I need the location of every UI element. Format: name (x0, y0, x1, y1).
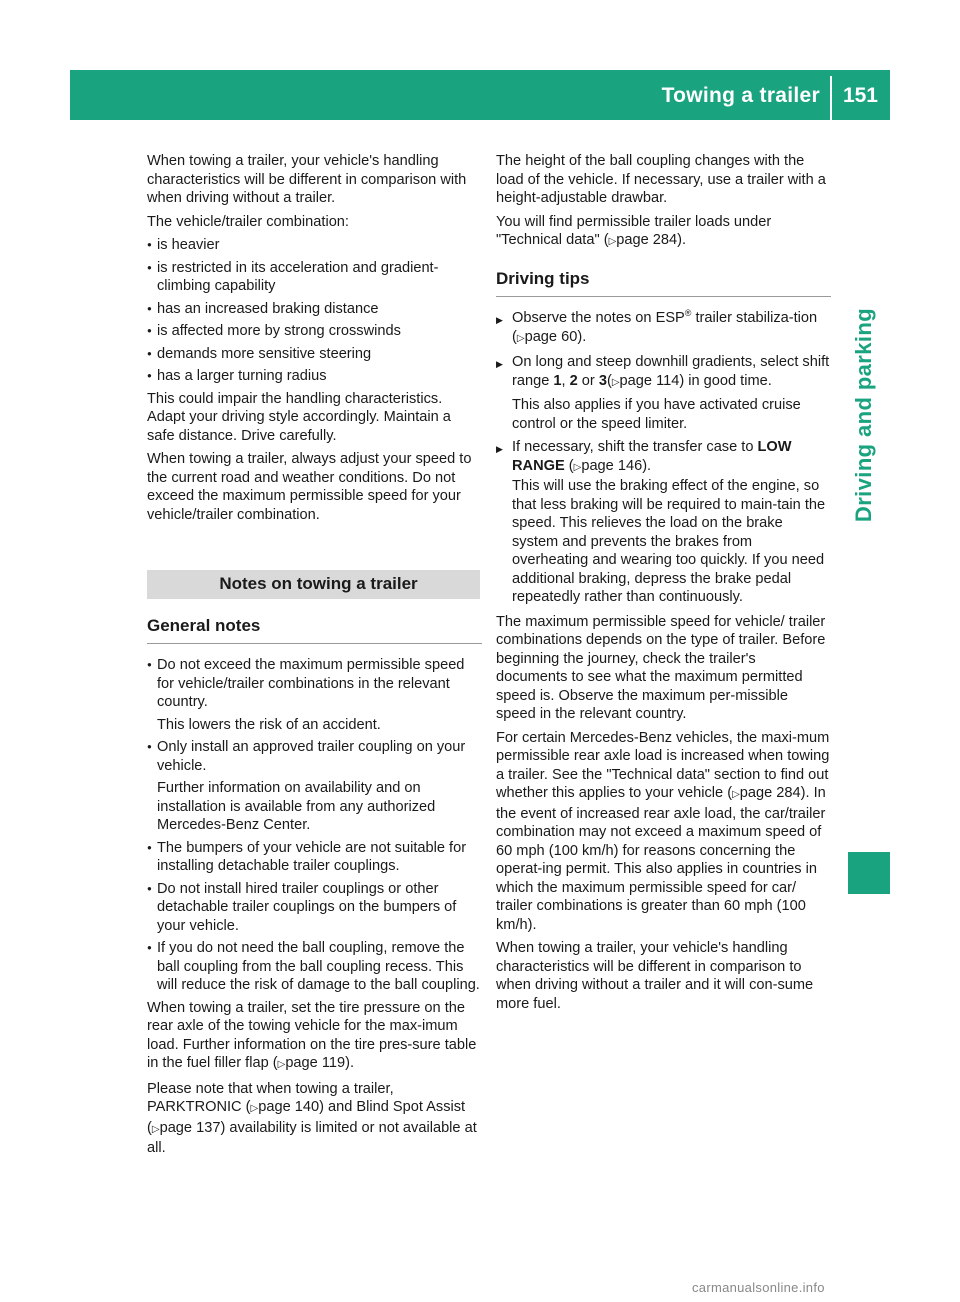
general-notes-heading: General notes (147, 617, 482, 645)
list-item: ● Do not install hired trailer couplings or other detachable trailer couplings on the bumpers of your vehicle. (147, 880, 482, 936)
page-ref-arrow-icon: ▷ (573, 461, 582, 473)
combo-label: The vehicle/trailer combination: (147, 213, 349, 230)
max-speed-paragraph: The maximum permissible speed for vehicle/ trailer combinations depends on the type of trailer. Before beginning the journey, check the trailer's documents to see what the maximum permitted speed is. Observe the maximum per-missible speed in the relevant country. (496, 613, 826, 722)
driving-tips-list (496, 309, 831, 607)
page-ref-link[interactable]: page 114) in good time. (619, 372, 772, 389)
page-ref-link[interactable]: page 146). (581, 457, 652, 474)
page-ref-arrow-icon: ▷ (277, 1059, 286, 1070)
parktronic-paragraph: Please note that when towing a trailer, PARKTRONIC (▷page 140) and Blind Spot Assist (▷page 137) availability is limited or not available at all. (147, 1080, 477, 1156)
right-column (496, 152, 831, 1018)
rear-axle-paragraph: For certain Mercedes-Benz vehicles, the maxi-mum permissible rear axle load is increased when towing a trailer. See the "Technical data" section to find out whether this applies to your vehicle (▷page 284). In the event of increased rear axle load, the car/trailer combination may not exceed a maximum speed of 60 mph (100 km/h) for reasons concerning the operat-ing permit. This also applies in countries in which the maximum permissible speed for car/ trailer combinations is greater than 60 mph (100 km/h). (496, 729, 830, 933)
list-item: ● is affected more by strong crosswinds (147, 322, 482, 341)
section-title: Towing a trailer (661, 84, 820, 107)
step-item: ▶ Observe the notes on ESP® trailer stabiliza-tion (▷page 60). (496, 309, 831, 348)
tire-pressure-paragraph: When towing a trailer, set the tire pressure on the rear axle of the towing vehicle for the max-imum load. Further information on the tire pres-sure table in the fuel filler flap (▷page 119). (147, 999, 477, 1071)
page-ref-link[interactable]: page 284). In the event of increased rear axle load, the car/trailer combination may not exceed a maximum speed of 60 mph (100 km/h) for reasons concerning the operat-ing permit. This also applies in countries in which the maximum permissible speed for car/ trailer combinations is greater than 60 mph (100 km/h). (496, 785, 826, 933)
list-item: ● The bumpers of your vehicle are not suitable for installing detachable trailer couplings. (147, 839, 482, 876)
chapter-marker (848, 852, 890, 894)
trailer-loads-paragraph: You will find permissible trailer loads under "Technical data" (▷page 284). (496, 213, 772, 248)
page-ref-link[interactable]: page 140) and Blind Spot Assist ( (147, 1099, 466, 1136)
driving-tips-heading: Driving tips (496, 270, 831, 298)
notes-heading: Notes on towing a trailer (147, 570, 480, 599)
speed-paragraph: When towing a trailer, always adjust your speed to the current road and weather conditions. Do not exceed the maximum permissible speed for your vehicle/trailer combination. (147, 451, 472, 523)
intro-paragraph: When towing a trailer, your vehicle's handling characteristics will be different in comparison with when driving without a trailer. (147, 153, 467, 206)
page-ref-arrow-icon: ▷ (608, 236, 617, 247)
impair-paragraph: This could impair the handling characteristics. Adapt your driving style accordingly. Maintain a safe distance. Drive carefully. (147, 390, 451, 444)
page-ref-arrow-icon: ▷ (611, 376, 620, 388)
combo-list (147, 236, 482, 386)
step-item: ▶ If necessary, shift the transfer case to LOW RANGE (▷page 146). This will use the braking effect of the engine, so that less braking will be required to main-tain the speed. This relieves the load on the brake system and prevents the brakes from overheating and wearing too quickly. If you need additional braking, depress the brake pedal repeatedly rather than continuously. (496, 438, 831, 607)
page-ref-arrow-icon: ▷ (732, 789, 740, 800)
page-ref-link[interactable]: page 60). (524, 328, 587, 345)
list-item: ● Do not exceed the maximum permissible speed for vehicle/trailer combinations in the relevant country. This lowers the risk of an accident. (147, 656, 482, 734)
list-item: ● is restricted in its acceleration and gradient-climbing capability (147, 259, 482, 296)
chapter-label: Driving and parking (851, 307, 876, 523)
height-paragraph: The height of the ball coupling changes with the load of the vehicle. If necessary, use a trailer with a height-adjustable drawbar. (496, 153, 826, 206)
list-item: ● Only install an approved trailer coupling on your vehicle. Further information on availability and on installation is available from any authorized Mercedes-Benz Center. (147, 738, 482, 835)
list-item: ● is heavier (147, 236, 482, 255)
general-notes-list (147, 656, 482, 995)
list-item: ● demands more sensitive steering (147, 345, 482, 364)
list-item: ● has a larger turning radius (147, 367, 482, 386)
page-number: 151 (842, 84, 878, 107)
page-header-bar (70, 70, 890, 120)
page-ref-link[interactable]: page 284). (616, 232, 687, 248)
page-ref-arrow-icon: ▷ (250, 1103, 259, 1114)
header-divider (830, 76, 832, 120)
list-item: ● has an increased braking distance (147, 300, 482, 319)
chapter-side-tab (846, 300, 882, 530)
left-column (147, 152, 482, 1163)
page-ref-link[interactable]: page 119). (285, 1055, 355, 1071)
page-ref-link[interactable]: page 137) availability is limited or not available at all. (147, 1119, 477, 1156)
fuel-paragraph: When towing a trailer, your vehicle's handling characteristics will be different in comparison to when driving without a trailer and it will con-sume more fuel. (496, 940, 814, 1012)
list-item: ● If you do not need the ball coupling, remove the ball coupling from the ball coupling recess. This will reduce the risk of damage to the ball coupling. (147, 939, 482, 995)
page-ref-arrow-icon: ▷ (516, 332, 525, 344)
step-item: ▶ On long and steep downhill gradients, select shift range 1, 2 or 3(▷page 114) in good time. This also applies if you have activated cruise control or the speed limiter. (496, 353, 831, 433)
page-ref-arrow-icon: ▷ (151, 1123, 160, 1135)
watermark: carmanualsonline.info (692, 1280, 825, 1295)
